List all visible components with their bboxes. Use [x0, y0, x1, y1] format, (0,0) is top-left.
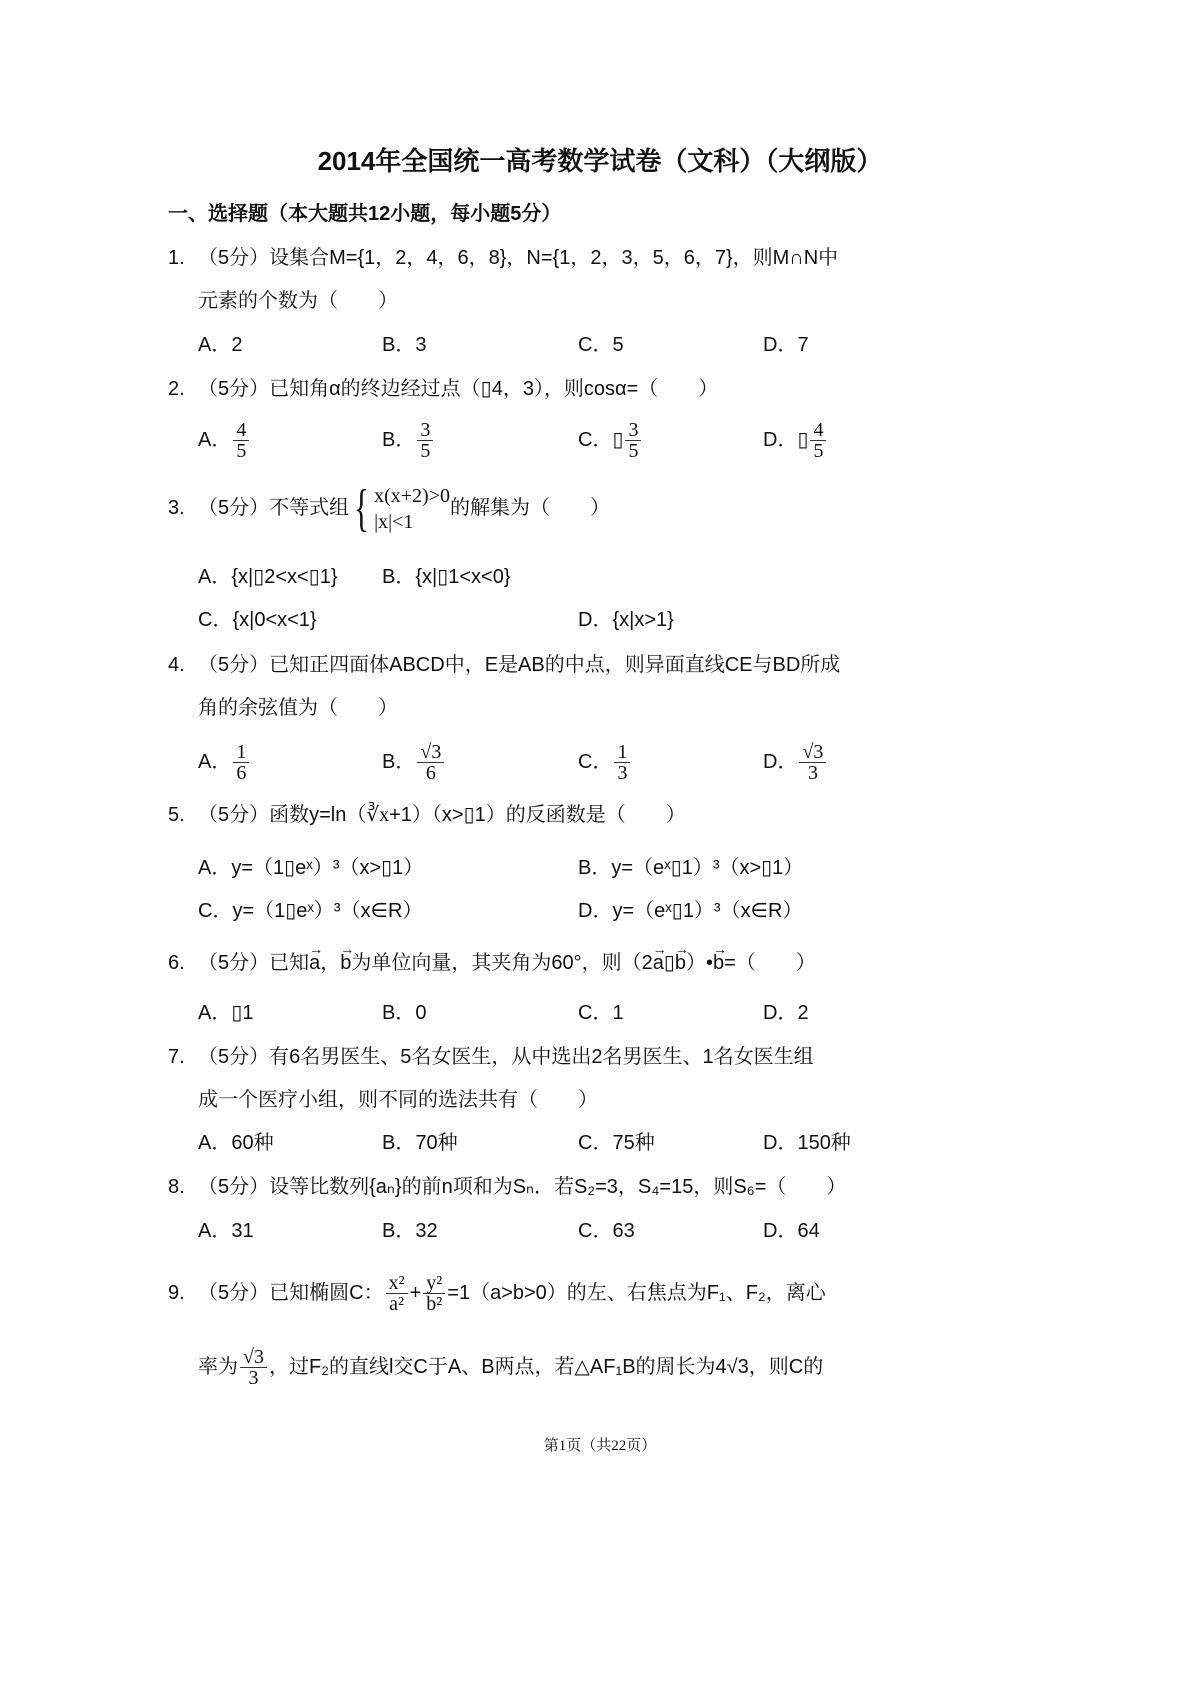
vector-b: → b — [713, 949, 724, 977]
question-number: 3. — [168, 497, 185, 519]
fraction — [386, 1273, 408, 1314]
denominator: 3 — [807, 762, 818, 784]
question-number: 8. — [168, 1176, 185, 1198]
option-b: B．0 — [382, 1002, 427, 1024]
option-b: B．{x|▯1<x<0} — [382, 566, 511, 588]
option-label: A． — [198, 428, 232, 451]
numerator: y² — [423, 1273, 445, 1294]
fraction — [799, 742, 826, 783]
fraction — [417, 742, 444, 783]
vector-a: → a — [309, 949, 320, 977]
option-b — [382, 742, 446, 783]
question-text: （5分）设等比数列{aₙ}的前n项和为Sₙ．若S₂=3，S₄=15，则S₆=（ ） — [198, 1176, 847, 1198]
question-number: 9. — [168, 1282, 185, 1304]
fraction — [423, 1273, 445, 1314]
text: =1（a>b>0）的左、右焦点为F₁、F₂，离心 — [447, 1282, 826, 1304]
option-d: D．7 — [763, 334, 809, 356]
question-text: （5分）已知正四面体ABCD中，E是AB的中点，则异面直线CE与BD所成 — [198, 654, 841, 676]
section-heading: 一、选择题（本大题共12小题，每小题5分） — [168, 203, 562, 225]
question-text — [198, 949, 816, 977]
fraction — [233, 742, 249, 783]
question-number: 2. — [168, 378, 185, 400]
question-number: 4. — [168, 654, 185, 676]
option-d — [763, 742, 828, 783]
option-a: A．31 — [198, 1220, 254, 1242]
option-b — [382, 420, 435, 461]
text: 率为 — [198, 1356, 238, 1378]
fraction — [810, 420, 826, 461]
denominator: 6 — [425, 762, 436, 784]
option-c: C．1 — [578, 1002, 624, 1024]
option-c: C．63 — [578, 1220, 635, 1242]
numerator: 4 — [810, 420, 826, 441]
option-c: C．{x|0<x<1} — [198, 609, 317, 631]
denominator: 5 — [420, 440, 431, 462]
option-d — [763, 420, 828, 461]
option-label: D． — [763, 428, 798, 451]
minus-sign: ▯ — [797, 428, 809, 451]
question-text: （5分）设集合M={1，2，4，6，8}，N={1，2，3，5，6，7}，则M∩N中 — [198, 247, 839, 269]
fraction — [614, 742, 630, 783]
option-c — [578, 420, 643, 461]
option-a: A．y=（1▯eˣ）³（x>▯1） — [198, 857, 424, 879]
option-a: A．2 — [198, 334, 243, 356]
option-a: A．60种 — [198, 1132, 274, 1154]
numerator: √3 — [417, 742, 444, 763]
option-c: C．y=（1▯eˣ）³（x∈R） — [198, 900, 423, 922]
option-c — [578, 742, 632, 783]
option-c: C．75种 — [578, 1132, 655, 1154]
option-label: B． — [382, 428, 416, 451]
text: （5分）不等式组 — [198, 497, 350, 519]
text: ，过F₂的直线l交C于A、B两点，若△AF₁B的周长为4√3，则C的 — [268, 1356, 824, 1378]
option-d: D．{x|x>1} — [578, 609, 674, 631]
page-title: 2014年全国统一高考数学试卷（文科）（大纲版） — [317, 146, 883, 176]
option-d: D．150种 — [763, 1132, 851, 1154]
denominator: 5 — [813, 440, 824, 462]
option-d: D．2 — [763, 1002, 809, 1024]
question-text: 角的余弦值为（ ） — [198, 697, 398, 719]
option-a: A．{x|▯2<x<▯1} — [198, 566, 338, 588]
text: ， — [320, 952, 341, 974]
fraction — [417, 420, 433, 461]
numerator: 4 — [233, 420, 249, 441]
denominator: 3 — [248, 1367, 259, 1390]
vector-b: → b — [675, 949, 686, 977]
denominator: a² — [389, 1293, 405, 1316]
option-label: D． — [763, 750, 798, 773]
text: +1）（x>▯1）的反函数是（ ） — [389, 804, 686, 826]
option-b: B．70种 — [382, 1132, 458, 1154]
vector-b: → b — [340, 949, 351, 977]
denominator: 3 — [617, 762, 628, 784]
denominator: b² — [426, 1293, 443, 1316]
question-number: 1. — [168, 247, 185, 269]
question-text: 元素的个数为（ ） — [198, 290, 398, 312]
option-d: D．y=（eˣ▯1）³（x∈R） — [578, 900, 803, 922]
denominator: 5 — [236, 440, 247, 462]
question-number: 7. — [168, 1046, 185, 1068]
minus-sign: ▯ — [612, 428, 624, 451]
text: =（ ） — [724, 952, 816, 974]
numerator: 3 — [417, 420, 433, 441]
numerator: √3 — [240, 1347, 267, 1368]
text: 的解集为（ ） — [449, 497, 610, 519]
option-d: D．64 — [763, 1220, 820, 1242]
option-label: C． — [578, 428, 613, 451]
option-a — [198, 420, 251, 461]
fraction — [240, 1347, 267, 1388]
fraction — [233, 420, 249, 461]
question-text — [198, 801, 686, 829]
option-b: B．y=（eˣ▯1）³（x>▯1） — [578, 857, 804, 879]
page-footer: 第1页（共22页） — [543, 1438, 657, 1454]
question-text — [198, 1336, 823, 1398]
question-number: 5. — [168, 804, 185, 826]
question-number: 6. — [168, 952, 185, 974]
inequality-1: x(x+2)>0 — [374, 484, 450, 507]
text: + — [409, 1282, 422, 1304]
numerator: √3 — [799, 742, 826, 763]
option-label: C． — [578, 750, 613, 773]
text: （5分）函数y=ln（ — [198, 804, 367, 826]
numerator: 1 — [614, 742, 630, 763]
vector-a: → a — [653, 949, 664, 977]
text: 为单位向量，其夹角为60°，则（2 — [351, 952, 653, 974]
option-label: B． — [382, 750, 416, 773]
inequality-2: |x|<1 — [374, 510, 414, 533]
numerator: x² — [386, 1273, 408, 1294]
inequality-system: { x(x+2)>0 |x|<1 — [354, 479, 450, 537]
text: ）• — [686, 952, 714, 974]
option-label: A． — [198, 750, 232, 773]
text: （5分）已知 — [198, 952, 310, 974]
question-text: （5分）已知角α的终边经过点（▯4，3），则cosα=（ ） — [198, 378, 719, 400]
option-c: C．5 — [578, 334, 624, 356]
text: （5分）已知椭圆C： — [198, 1282, 384, 1304]
option-a: A．▯1 — [198, 1002, 254, 1024]
denominator: 6 — [236, 762, 247, 784]
question-text — [198, 1262, 826, 1324]
option-a — [198, 742, 251, 783]
question-text: 成一个医疗小组，则不同的选法共有（ ） — [198, 1089, 598, 1111]
option-b: B．3 — [382, 334, 427, 356]
option-b: B．32 — [382, 1220, 438, 1242]
numerator: 3 — [625, 420, 641, 441]
fraction — [625, 420, 641, 461]
numerator: 1 — [233, 742, 249, 763]
question-text: （5分）有6名男医生、5名女医生，从中选出2名男医生、1名女医生组 — [198, 1046, 814, 1068]
question-text — [198, 480, 610, 536]
denominator: 5 — [628, 440, 639, 462]
cube-root: ∛x — [366, 804, 390, 826]
minus-sign: ▯ — [663, 952, 675, 974]
